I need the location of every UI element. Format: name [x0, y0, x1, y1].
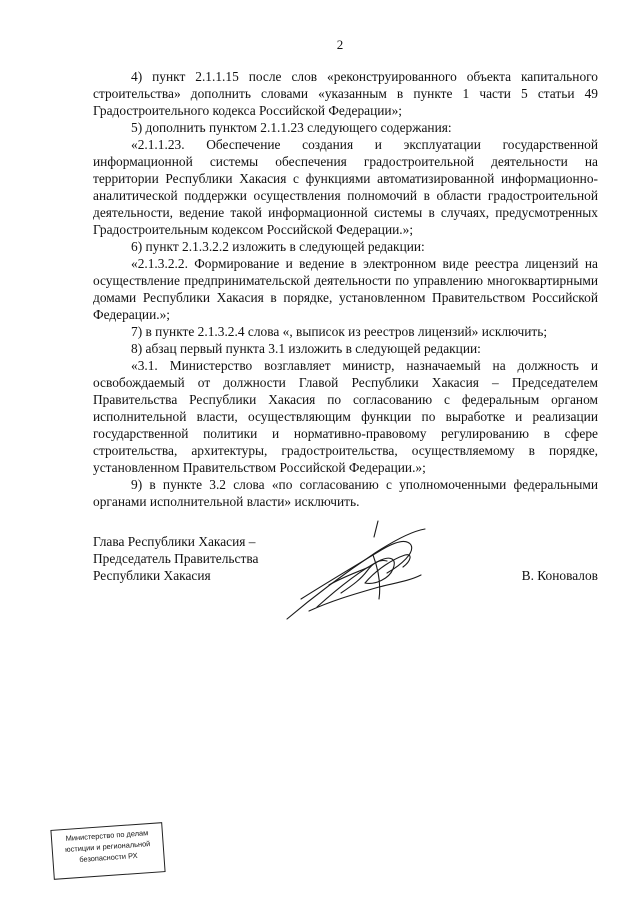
signer-title-line: Глава Республики Хакасия –: [93, 534, 256, 549]
signer-title-line: Председатель Правительства: [93, 551, 259, 566]
amendment-item-6: 6) пункт 2.1.3.2.2 изложить в следующей редакции:: [131, 239, 425, 254]
page-number: 2: [336, 37, 344, 52]
quoted-clause-2-1-1-23: «2.1.1.23. Обеспечение создания и эксплуатации государственной информационной системы обеспечения градостроительной деятельности на территории Республики Хакасия с функциями автоматизированной информационно-аналитической поддержки осуществления полномочий в области градостроительной деятельности, ведение такой информационной системы в случаях, предусмотренных Градостроительным кодексом Российской Федерации.»;: [93, 137, 598, 237]
signer-title-line: Республики Хакасия: [93, 568, 211, 583]
quoted-clause-2-1-3-2-2: «2.1.3.2.2. Формирование и ведение в электронном виде реестра лицензий на осуществление предпринимательской деятельности по управлению многоквартирными домами Республики Хакасия в порядке, установленном Правительством Российской Федерации.»;: [93, 256, 598, 322]
signer-name: В. Коновалов: [521, 568, 598, 583]
stamp-line: юстиции и региональной: [64, 839, 151, 854]
amendment-item-4: 4) пункт 2.1.1.15 после слов «реконструированного объекта капитального строительства» дополнить словами «указанным в пункте 1 части 5 статьи 49 Градостроительного кодекса Российской Федерации»;: [93, 69, 598, 118]
stamp-line: безопасности РХ: [79, 850, 138, 865]
handwritten-signature: [283, 515, 433, 625]
amendment-item-9: 9) в пункте 3.2 слова «по согласованию с уполномоченными федеральными органами исполнительной власти» исключить.: [93, 477, 598, 509]
amendment-item-5: 5) дополнить пунктом 2.1.1.23 следующего содержания:: [131, 120, 452, 135]
registration-stamp: [50, 822, 165, 880]
amendment-item-7: 7) в пункте 2.1.3.2.4 слова «, выписок из реестров лицензий» исключить;: [131, 324, 548, 339]
document-body: [93, 68, 598, 510]
stamp-line: Министерство по делам: [65, 828, 149, 843]
quoted-clause-3-1: «3.1. Министерство возглавляет министр, назначаемый на должность и освобождаемый от должности Главой Республики Хакасия – Председателем Правительства Республики Хакасия по согласованию с федеральным органом исполнительной власти, осуществляющим функции по выработке и реализации государственной политики и нормативно-правовому регулированию в сфере строительства, архитектуры, градостроительства, осуществляемому в порядке, установленном Правительством Российской Федерации.»;: [93, 358, 598, 475]
amendment-item-8: 8) абзац первый пункта 3.1 изложить в следующей редакции:: [131, 341, 481, 356]
signer-title: [93, 533, 293, 584]
